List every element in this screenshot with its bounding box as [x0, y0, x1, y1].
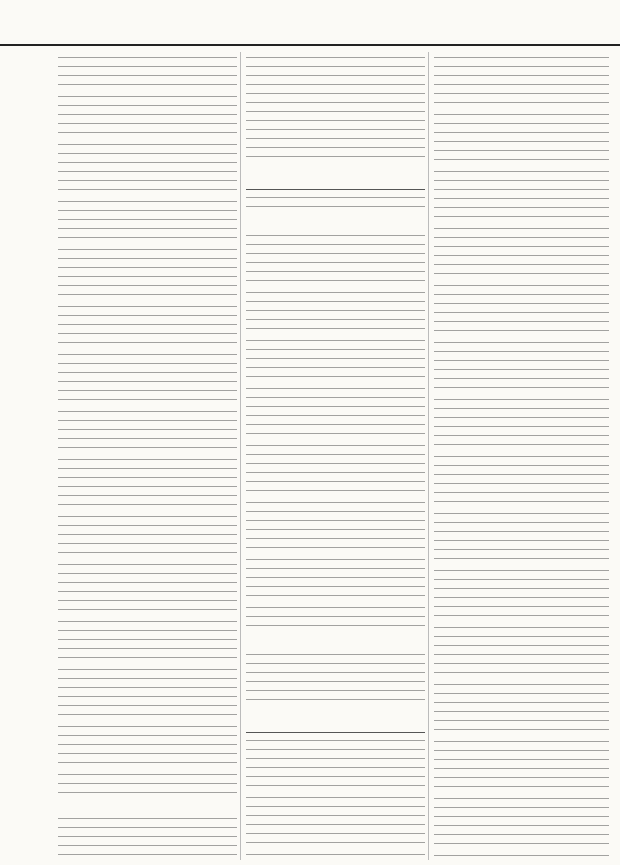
- listing-paragraph: [58, 91, 237, 136]
- listing-paragraph: [58, 349, 237, 403]
- listing-paragraph: [434, 52, 609, 106]
- listing-paragraph: [58, 139, 237, 193]
- listing-paragraph: [58, 769, 237, 796]
- column-1: [55, 52, 241, 860]
- listing-paragraph: [58, 664, 237, 718]
- listing-paragraph: [434, 109, 609, 163]
- section-heading: [58, 799, 237, 811]
- listing-paragraph: [58, 244, 237, 298]
- listing-paragraph: [58, 196, 237, 241]
- listing-paragraph: [58, 813, 237, 860]
- running-header-line: [0, 14, 620, 34]
- listing-paragraph: [246, 287, 425, 332]
- listing-paragraph: [246, 192, 425, 210]
- listing-paragraph: [434, 451, 609, 505]
- listing-paragraph: [246, 849, 425, 860]
- listing-paragraph: [246, 497, 425, 551]
- listing-paragraph: [246, 52, 425, 160]
- section-heading: [246, 632, 425, 647]
- listing-paragraph: [246, 554, 425, 599]
- listing-paragraph: [434, 565, 609, 619]
- page-header: [0, 0, 620, 46]
- listing-paragraph: [434, 736, 609, 790]
- listing-paragraph: [58, 616, 237, 661]
- column-2: [243, 52, 429, 860]
- listing-paragraph: [434, 622, 609, 676]
- listing-paragraph: [434, 280, 609, 334]
- listing-paragraph: [58, 721, 237, 766]
- listing-paragraph: [434, 166, 609, 220]
- section-heading: [246, 163, 425, 190]
- listing-paragraph: [58, 52, 237, 88]
- listing-paragraph: [58, 511, 237, 556]
- newspaper-page-body: [55, 52, 612, 860]
- listing-paragraph: [246, 649, 425, 703]
- listing-paragraph: [246, 230, 425, 284]
- listing-paragraph: [246, 383, 425, 437]
- listing-paragraph: [246, 440, 425, 494]
- section-heading: [246, 706, 425, 733]
- listing-paragraph: [434, 850, 609, 860]
- listing-paragraph: [434, 394, 609, 448]
- column-3: [431, 52, 612, 860]
- listing-paragraph: [246, 602, 425, 629]
- listing-paragraph: [434, 508, 609, 562]
- listing-paragraph: [58, 559, 237, 613]
- listing-paragraph: [434, 679, 609, 733]
- listing-paragraph: [246, 792, 425, 846]
- section-heading: [246, 213, 425, 228]
- listing-paragraph: [434, 337, 609, 391]
- listing-paragraph: [58, 406, 237, 451]
- listing-paragraph: [58, 301, 237, 346]
- listing-paragraph: [434, 223, 609, 277]
- listing-paragraph: [246, 735, 425, 789]
- listing-paragraph: [246, 335, 425, 380]
- listing-paragraph: [58, 454, 237, 508]
